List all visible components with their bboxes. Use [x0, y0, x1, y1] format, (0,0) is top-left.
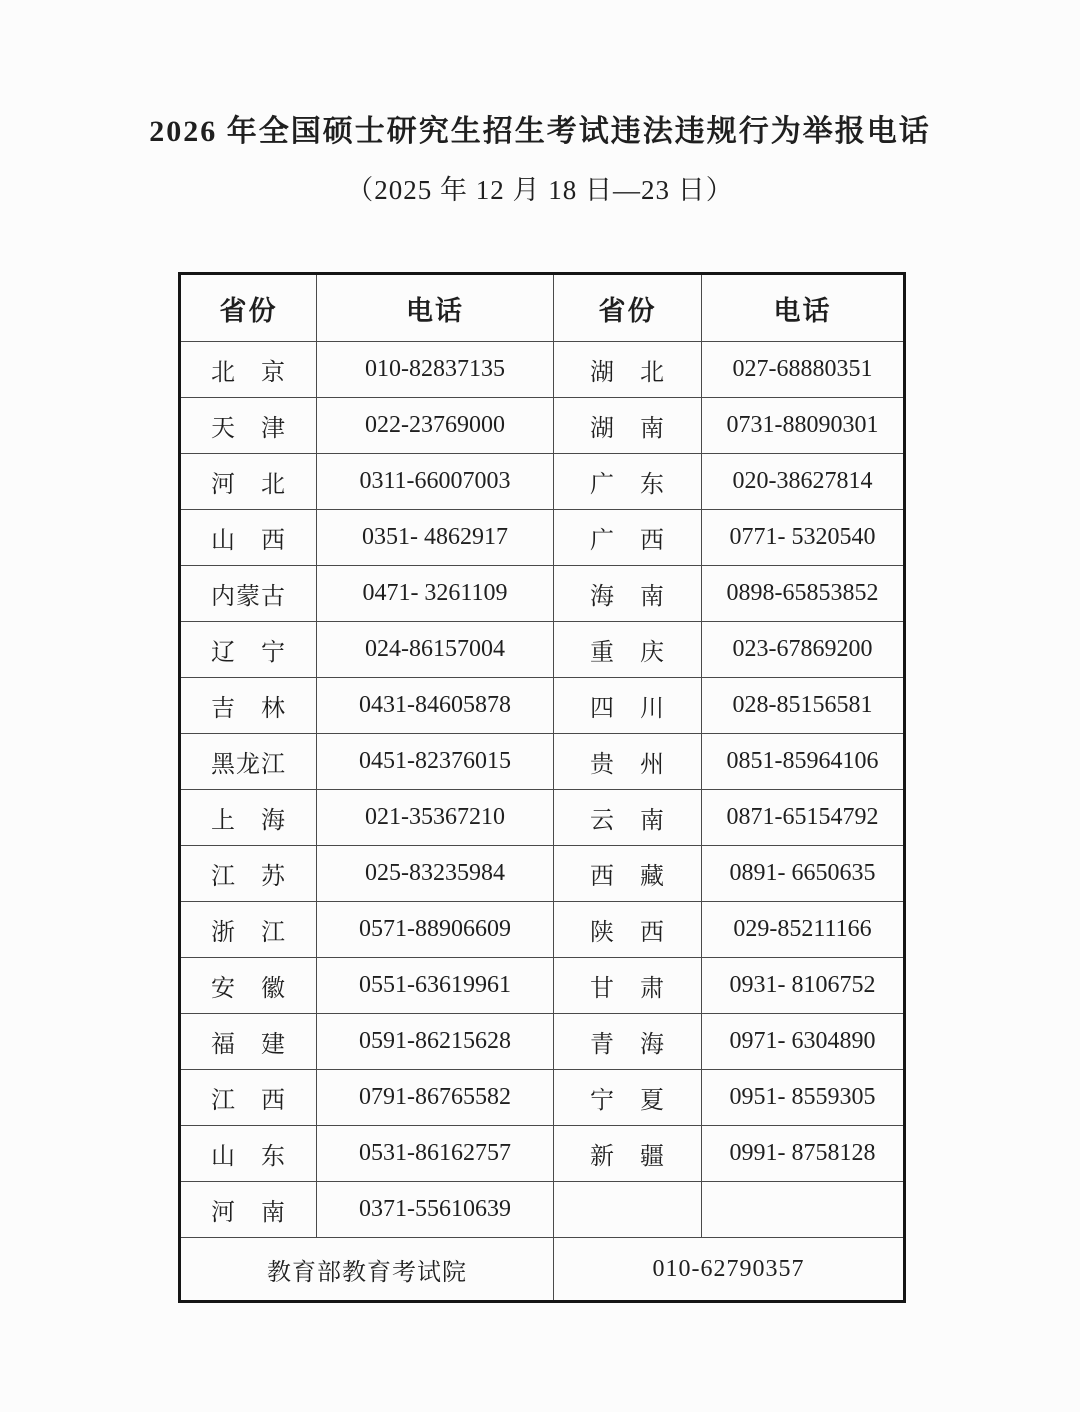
report-hotline-table: [178, 272, 906, 1303]
phone-cell: 0351- 4862917: [317, 510, 554, 566]
province-cell: 福 建: [180, 1014, 317, 1070]
column-header-phone: 电话: [702, 274, 905, 342]
table-row: [180, 1070, 905, 1126]
table-footer-row: [180, 1238, 905, 1302]
phone-cell: 024-86157004: [317, 622, 554, 678]
phone-cell: 020-38627814: [702, 454, 905, 510]
table-row: [180, 342, 905, 398]
page-subtitle: （2025 年 12 月 18 日—23 日）: [346, 175, 734, 205]
column-header-phone: 电话: [317, 274, 554, 342]
phone-cell: 0551-63619961: [317, 958, 554, 1014]
phone-cell: 0451-82376015: [317, 734, 554, 790]
table-row: [180, 790, 905, 846]
province-cell: 新 疆: [554, 1126, 702, 1182]
column-header-province: 省份: [180, 274, 317, 342]
phone-cell: 0311-66007003: [317, 454, 554, 510]
province-cell: 天 津: [180, 398, 317, 454]
province-cell: 宁 夏: [554, 1070, 702, 1126]
phone-cell: 0871-65154792: [702, 790, 905, 846]
table-row: [180, 454, 905, 510]
phone-cell: 0931- 8106752: [702, 958, 905, 1014]
province-cell: 河 南: [180, 1182, 317, 1238]
province-cell: 吉 林: [180, 678, 317, 734]
province-cell: 海 南: [554, 566, 702, 622]
province-cell: 辽 宁: [180, 622, 317, 678]
phone-cell: 029-85211166: [702, 902, 905, 958]
province-cell: 山 东: [180, 1126, 317, 1182]
table-row: [180, 734, 905, 790]
table-row: [180, 678, 905, 734]
province-cell: 内蒙古: [180, 566, 317, 622]
phone-cell: 0371-55610639: [317, 1182, 554, 1238]
province-cell: 安 徽: [180, 958, 317, 1014]
province-cell: 北 京: [180, 342, 317, 398]
table-row: [180, 902, 905, 958]
phone-cell: 0971- 6304890: [702, 1014, 905, 1070]
phone-cell: 0851-85964106: [702, 734, 905, 790]
footer-phone-cell: 010-62790357: [554, 1238, 905, 1302]
phone-cell: 028-85156581: [702, 678, 905, 734]
phone-cell: 025-83235984: [317, 846, 554, 902]
phone-cell: 0891- 6650635: [702, 846, 905, 902]
page-title: 2026 年全国硕士研究生招生考试违法违规行为举报电话: [149, 115, 931, 148]
phone-cell: 0571-88906609: [317, 902, 554, 958]
phone-cell: 0431-84605878: [317, 678, 554, 734]
province-cell: 贵 州: [554, 734, 702, 790]
table-row: [180, 1182, 905, 1238]
province-cell: 山 西: [180, 510, 317, 566]
province-cell: 青 海: [554, 1014, 702, 1070]
province-cell: 西 藏: [554, 846, 702, 902]
province-cell: 广 西: [554, 510, 702, 566]
phone-cell: 0531-86162757: [317, 1126, 554, 1182]
phone-cell: 023-67869200: [702, 622, 905, 678]
phone-cell: 0591-86215628: [317, 1014, 554, 1070]
province-cell: 云 南: [554, 790, 702, 846]
table-row: [180, 846, 905, 902]
province-cell: 江 西: [180, 1070, 317, 1126]
phone-cell: 0471- 3261109: [317, 566, 554, 622]
phone-cell: 0771- 5320540: [702, 510, 905, 566]
table-row: [180, 398, 905, 454]
phone-cell: 0791-86765582: [317, 1070, 554, 1126]
province-cell: 重 庆: [554, 622, 702, 678]
province-cell: 黑龙江: [180, 734, 317, 790]
table-row: [180, 566, 905, 622]
province-cell-empty: [554, 1182, 702, 1238]
table-row: [180, 958, 905, 1014]
phone-cell: 0991- 8758128: [702, 1126, 905, 1182]
table-row: [180, 510, 905, 566]
phone-cell: 0731-88090301: [702, 398, 905, 454]
phone-cell: 0951- 8559305: [702, 1070, 905, 1126]
province-cell: 江 苏: [180, 846, 317, 902]
province-cell: 湖 南: [554, 398, 702, 454]
table-row: [180, 622, 905, 678]
phone-cell: 027-68880351: [702, 342, 905, 398]
province-cell: 浙 江: [180, 902, 317, 958]
province-cell: 陕 西: [554, 902, 702, 958]
phone-cell-empty: [702, 1182, 905, 1238]
phone-cell: 0898-65853852: [702, 566, 905, 622]
column-header-province: 省份: [554, 274, 702, 342]
province-cell: 四 川: [554, 678, 702, 734]
table-row: [180, 1014, 905, 1070]
footer-org-cell: 教育部教育考试院: [180, 1238, 554, 1302]
phone-cell: 021-35367210: [317, 790, 554, 846]
table-header-row: [180, 274, 905, 342]
phone-cell: 010-82837135: [317, 342, 554, 398]
province-cell: 河 北: [180, 454, 317, 510]
phone-cell: 022-23769000: [317, 398, 554, 454]
province-cell: 甘 肃: [554, 958, 702, 1014]
province-cell: 上 海: [180, 790, 317, 846]
province-cell: 湖 北: [554, 342, 702, 398]
province-cell: 广 东: [554, 454, 702, 510]
table-row: [180, 1126, 905, 1182]
